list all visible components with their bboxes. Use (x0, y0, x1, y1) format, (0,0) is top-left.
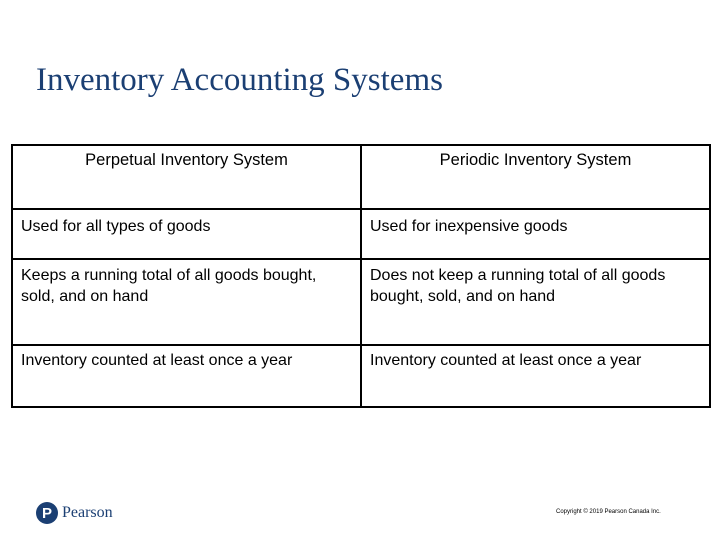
copyright-notice: Copyright © 2019 Pearson Canada Inc. (556, 509, 661, 515)
pearson-p-icon: P (36, 502, 58, 524)
header-perpetual: Perpetual Inventory System (12, 145, 361, 209)
pearson-logo (36, 502, 113, 524)
cell-perpetual-goods: Used for all types of goods (12, 209, 361, 259)
table-row (12, 259, 710, 345)
table-row (12, 209, 710, 259)
header-periodic: Periodic Inventory System (361, 145, 710, 209)
cell-periodic-count: Inventory counted at least once a year (361, 345, 710, 407)
cell-periodic-running-total: Does not keep a running total of all goods bought, sold, and on hand (361, 259, 710, 345)
cell-perpetual-count: Inventory counted at least once a year (12, 345, 361, 407)
cell-perpetual-running-total: Keeps a running total of all goods bought, sold, and on hand (12, 259, 361, 345)
slide-title: Inventory Accounting Systems (36, 62, 443, 98)
comparison-table (11, 144, 711, 408)
table-row (12, 345, 710, 407)
cell-periodic-goods: Used for inexpensive goods (361, 209, 710, 259)
pearson-wordmark: Pearson (62, 504, 113, 521)
table-header-row (12, 145, 710, 209)
